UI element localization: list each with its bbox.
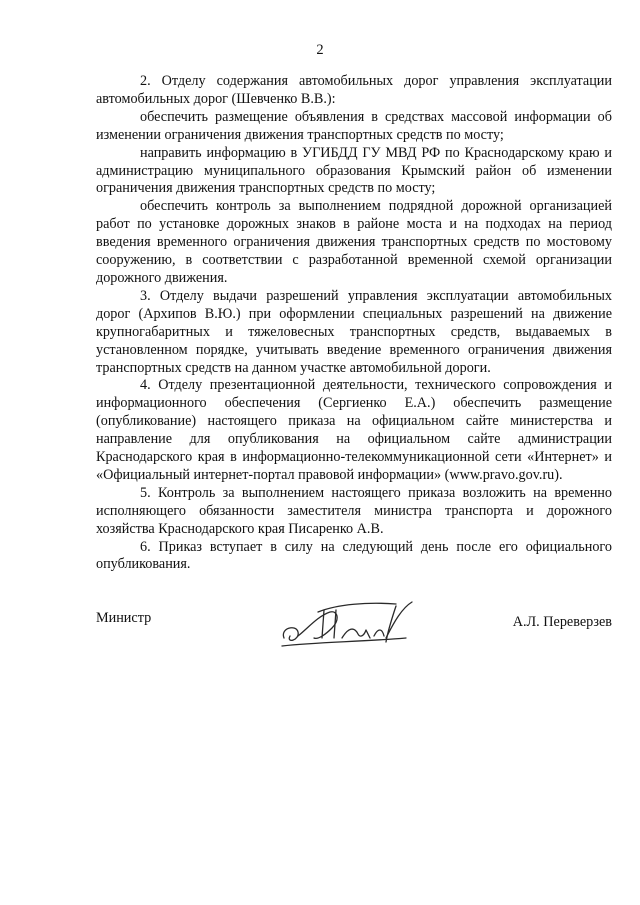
signatory-title: Министр: [96, 610, 152, 626]
paragraph-2-item-1: обеспечить размещение объявления в средствах массовой информации об изменении ограничения движения транспортных средств по мосту;: [96, 108, 612, 143]
signatory-name: А.Л. Переверзев: [512, 614, 612, 630]
handwritten-signature: [278, 598, 428, 656]
paragraph-2-item-2: направить информацию в УГИБДД ГУ МВД РФ по Краснодарскому краю и администрацию муниципального образования Крымский район об изменении ограничения движения транспортных средств по мосту;: [96, 144, 612, 197]
document-body: [96, 73, 612, 574]
paragraph-2-item-3: обеспечить контроль за выполнением подрядной дорожной организацией работ по установке дорожных знаков в районе моста и на подходах на период введения временного ограничения движения транспортных средств по мостовому сооружению, в соответствии с разработанной временной схемой организации дорожного движения.: [96, 198, 612, 286]
signature-block: [96, 610, 612, 650]
paragraph-2: 2. Отделу содержания автомобильных дорог управления эксплуатации автомобильных дорог (Шевченко В.В.):: [96, 73, 612, 107]
page-number: 2: [316, 42, 324, 58]
paragraph-4: 4. Отделу презентационной деятельности, технического сопровождения и информационного обеспечения (Сергиенко Е.А.) обеспечить размещение (опубликование) настоящего приказа на официальном сайте министерства и направление для опубликования на официальном сайте администрации Краснодарского края в информационно-телекоммуникационной сети «Интернет» и «Официальный интернет-портал правовой информации» (www.pravo.gov.ru).: [96, 377, 612, 483]
paragraph-3: 3. Отделу выдачи разрешений управления эксплуатации автомобильных дорог (Архипов В.Ю.) при оформлении специальных разрешений на движение крупногабаритных и тяжеловесных транспортных средств, выдаваемых в установленном порядке, учитывать введение временного ограничения движения транспортных средств на данном участке автомобильной дороги.: [96, 287, 612, 376]
paragraph-6: 6. Приказ вступает в силу на следующий день после его официального опубликования.: [96, 538, 612, 573]
paragraph-5: 5. Контроль за выполнением настоящего приказа возложить на временно исполняющего обязанности заместителя министра транспорта и дорожного хозяйства Краснодарского края Писаренко А.В.: [96, 484, 612, 537]
